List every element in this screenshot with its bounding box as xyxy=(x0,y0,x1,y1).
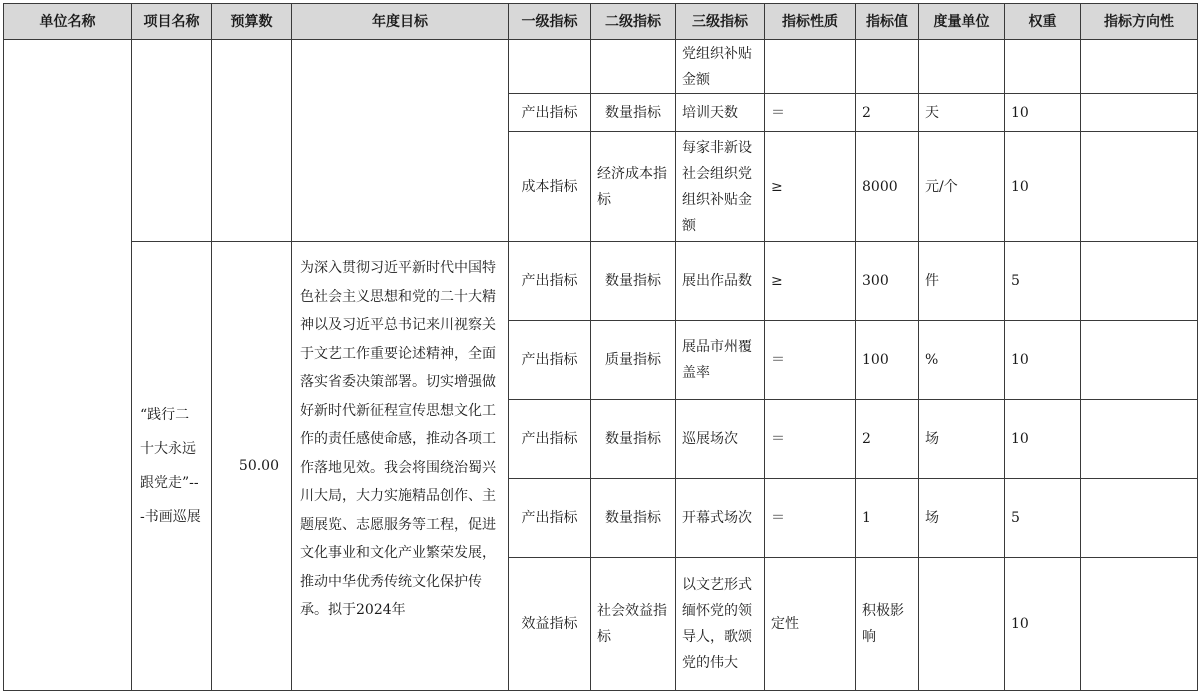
header-level2-indicator: 二级指标 xyxy=(591,4,676,40)
indicator-nature xyxy=(765,40,856,94)
indicator-value: 积极影响 xyxy=(856,558,919,691)
measure-unit: 件 xyxy=(919,242,1005,321)
direction xyxy=(1081,321,1198,400)
performance-target-table xyxy=(3,3,1198,691)
measure-unit: % xyxy=(919,321,1005,400)
level1-indicator: 产出指标 xyxy=(509,400,591,479)
header-level3-indicator: 三级指标 xyxy=(676,4,765,40)
level3-indicator: 以文艺形式缅怀党的领导人，歌颂党的伟大 xyxy=(676,558,765,691)
indicator-nature: ≥ xyxy=(765,242,856,321)
header-indicator-nature: 指标性质 xyxy=(765,4,856,40)
indicator-nature: 定性 xyxy=(765,558,856,691)
weight: 10 xyxy=(1005,558,1081,691)
weight xyxy=(1005,40,1081,94)
level2-indicator xyxy=(591,40,676,94)
indicator-value: 1 xyxy=(856,479,919,558)
header-level1-indicator: 一级指标 xyxy=(509,4,591,40)
measure-unit: 元/个 xyxy=(919,132,1005,242)
weight: 10 xyxy=(1005,400,1081,479)
direction xyxy=(1081,558,1198,691)
project-name-cell xyxy=(132,40,212,242)
budget-cell: 50.00 xyxy=(212,242,292,691)
level2-indicator: 社会效益指标 xyxy=(591,558,676,691)
annual-goal-cell: 为深入贯彻习近平新时代中国特色社会主义思想和党的二十大精神以及习近平总书记来川视察关于文艺工作重要论述精神，全面落实省委决策部署。切实增强做好新时代新征程宣传思想文化工作的责任感使命感，推动各项工作落地见效。我会将围绕治蜀兴川大局，大力实施精品创作、主题展览、志愿服务等工程，促进文化事业和文化产业繁荣发展，推动中华优秀传统文化保护传承。拟于2024年 xyxy=(292,242,509,691)
level3-indicator: 每家非新设社会组织党组织补贴金额 xyxy=(676,132,765,242)
level2-indicator: 质量指标 xyxy=(591,321,676,400)
level2-indicator: 数量指标 xyxy=(591,400,676,479)
header-direction: 指标方向性 xyxy=(1081,4,1198,40)
level3-indicator: 巡展场次 xyxy=(676,400,765,479)
indicator-nature: ＝ xyxy=(765,479,856,558)
indicator-value: 300 xyxy=(856,242,919,321)
header-measure-unit: 度量单位 xyxy=(919,4,1005,40)
indicator-value xyxy=(856,40,919,94)
measure-unit xyxy=(919,40,1005,94)
level1-indicator: 产出指标 xyxy=(509,479,591,558)
level3-indicator: 党组织补贴金额 xyxy=(676,40,765,94)
measure-unit: 天 xyxy=(919,94,1005,132)
weight: 5 xyxy=(1005,242,1081,321)
direction xyxy=(1081,40,1198,94)
weight: 5 xyxy=(1005,479,1081,558)
header-weight: 权重 xyxy=(1005,4,1081,40)
table-row xyxy=(4,242,1198,321)
direction xyxy=(1081,132,1198,242)
weight: 10 xyxy=(1005,94,1081,132)
direction xyxy=(1081,242,1198,321)
project-name-cell: “践行二十大永远跟党走”---书画巡展 xyxy=(132,242,212,691)
level2-indicator: 经济成本指标 xyxy=(591,132,676,242)
measure-unit xyxy=(919,558,1005,691)
level1-indicator xyxy=(509,40,591,94)
budget-cell xyxy=(212,40,292,242)
measure-unit: 场 xyxy=(919,479,1005,558)
level1-indicator: 成本指标 xyxy=(509,132,591,242)
weight: 10 xyxy=(1005,321,1081,400)
table-row xyxy=(4,40,1198,94)
indicator-nature: ≥ xyxy=(765,132,856,242)
level1-indicator: 产出指标 xyxy=(509,321,591,400)
level2-indicator: 数量指标 xyxy=(591,479,676,558)
indicator-nature: ＝ xyxy=(765,321,856,400)
indicator-value: 2 xyxy=(856,400,919,479)
level3-indicator: 展品市州覆盖率 xyxy=(676,321,765,400)
level1-indicator: 效益指标 xyxy=(509,558,591,691)
weight: 10 xyxy=(1005,132,1081,242)
direction xyxy=(1081,94,1198,132)
measure-unit: 场 xyxy=(919,400,1005,479)
level1-indicator: 产出指标 xyxy=(509,242,591,321)
direction xyxy=(1081,479,1198,558)
unit-name-cell xyxy=(4,40,132,691)
level3-indicator: 开幕式场次 xyxy=(676,479,765,558)
header-project-name: 项目名称 xyxy=(132,4,212,40)
header-row xyxy=(4,4,1198,40)
direction xyxy=(1081,400,1198,479)
level2-indicator: 数量指标 xyxy=(591,242,676,321)
header-budget: 预算数 xyxy=(212,4,292,40)
level2-indicator: 数量指标 xyxy=(591,94,676,132)
header-annual-goal: 年度目标 xyxy=(292,4,509,40)
indicator-value: 2 xyxy=(856,94,919,132)
indicator-nature: ＝ xyxy=(765,400,856,479)
header-unit-name: 单位名称 xyxy=(4,4,132,40)
indicator-value: 8000 xyxy=(856,132,919,242)
indicator-value: 100 xyxy=(856,321,919,400)
level3-indicator: 展出作品数 xyxy=(676,242,765,321)
level1-indicator: 产出指标 xyxy=(509,94,591,132)
annual-goal-cell xyxy=(292,40,509,242)
header-indicator-value: 指标值 xyxy=(856,4,919,40)
indicator-nature: ＝ xyxy=(765,94,856,132)
level3-indicator: 培训天数 xyxy=(676,94,765,132)
